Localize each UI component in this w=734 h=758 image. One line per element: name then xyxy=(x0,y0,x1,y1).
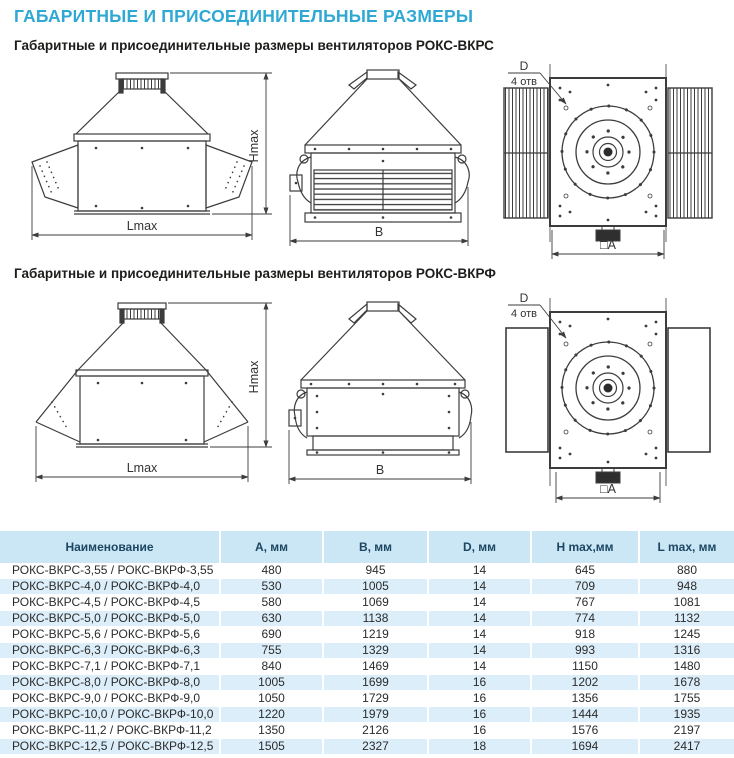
row-value-cell: 1329 xyxy=(323,643,428,659)
row-value-cell: 1350 xyxy=(220,723,323,739)
row-value-cell: 16 xyxy=(428,707,531,723)
fan-outline xyxy=(36,303,248,447)
row-value-cell: 1576 xyxy=(531,723,639,739)
row-name-cell: РОКС-ВКРС-4,0 / РОКС-ВКРФ-4,0 xyxy=(0,579,220,595)
table-row xyxy=(0,723,734,739)
holes-count-label: 4 отв xyxy=(511,308,537,320)
vkrf-side-view-drawing xyxy=(0,290,285,510)
dim-label-lmax: Lmax xyxy=(126,461,158,475)
row-name-cell: РОКС-ВКРС-4,5 / РОКС-ВКРФ-4,5 xyxy=(0,595,220,611)
row-name-cell: РОКС-ВКРС-6,3 / РОКС-ВКРФ-6,3 xyxy=(0,643,220,659)
row-value-cell: 14 xyxy=(428,563,531,579)
row-value-cell: 1245 xyxy=(639,627,734,643)
row-value-cell: 580 xyxy=(220,595,323,611)
page-title: ГАБАРИТНЫЕ И ПРИСОЕДИНИТЕЛЬНЫЕ РАЗМЕРЫ xyxy=(14,6,474,26)
row-value-cell: 1356 xyxy=(531,691,639,707)
row-value-cell: 14 xyxy=(428,643,531,659)
table-row xyxy=(0,579,734,595)
table-row xyxy=(0,691,734,707)
row-value-cell: 1081 xyxy=(639,595,734,611)
row-value-cell: 14 xyxy=(428,627,531,643)
table-row xyxy=(0,611,734,627)
row-value-cell: 767 xyxy=(531,595,639,611)
row-name-cell: РОКС-ВКРС-3,55 / РОКС-ВКРФ-3,55 xyxy=(0,563,220,579)
row-value-cell: 774 xyxy=(531,611,639,627)
dim-label-b: B xyxy=(374,225,384,239)
drawings-vkrs xyxy=(0,58,734,265)
flap-rivet-rows xyxy=(52,402,232,430)
row-value-cell: 1694 xyxy=(531,739,639,755)
col-header-b: В, мм xyxy=(323,531,428,563)
dimensions-table-body xyxy=(0,563,734,755)
row-value-cell: 1050 xyxy=(220,691,323,707)
row-value-cell: 993 xyxy=(531,643,639,659)
dim-label-b: B xyxy=(375,463,385,477)
row-value-cell: 645 xyxy=(531,563,639,579)
row-value-cell: 1729 xyxy=(323,691,428,707)
dimension-lines xyxy=(36,303,272,482)
row-value-cell: 14 xyxy=(428,611,531,627)
row-name-cell: РОКС-ВКРС-10,0 / РОКС-ВКРФ-10,0 xyxy=(0,707,220,723)
row-value-cell: 918 xyxy=(531,627,639,643)
fan-outline xyxy=(504,64,712,242)
vkrf-top-view-drawing xyxy=(480,290,734,510)
flap-rivet-rows xyxy=(40,162,244,194)
vkrs-front-view-drawing xyxy=(285,58,480,265)
table-row xyxy=(0,707,734,723)
row-value-cell: 1480 xyxy=(639,659,734,675)
row-value-cell: 630 xyxy=(220,611,323,627)
row-value-cell: 530 xyxy=(220,579,323,595)
row-value-cell: 16 xyxy=(428,675,531,691)
row-value-cell: 755 xyxy=(220,643,323,659)
dimensions-table xyxy=(0,531,734,755)
row-name-cell: РОКС-ВКРС-7,1 / РОКС-ВКРФ-7,1 xyxy=(0,659,220,675)
row-value-cell: 16 xyxy=(428,691,531,707)
fan-outline xyxy=(32,73,252,214)
row-value-cell: 480 xyxy=(220,563,323,579)
table-row xyxy=(0,627,734,643)
vkrf-front-view-drawing xyxy=(285,290,480,510)
fan-outline xyxy=(289,302,472,455)
dim-label-hmax: Hmax xyxy=(247,360,261,394)
row-name-cell: РОКС-ВКРС-11,2 / РОКС-ВКРФ-11,2 xyxy=(0,723,220,739)
col-header-hmax: Н max,мм xyxy=(531,531,639,563)
row-value-cell: 1202 xyxy=(531,675,639,691)
dim-label-a: □A xyxy=(600,238,616,252)
vkrs-side-view-drawing xyxy=(0,58,285,265)
section-subtitle-vkrs: Габаритные и присоединительные размеры вентиляторов РОКС-ВКРС xyxy=(14,38,494,53)
col-header-d: D, мм xyxy=(428,531,531,563)
row-name-cell: РОКС-ВКРС-5,0 / РОКС-ВКРФ-5,0 xyxy=(0,611,220,627)
row-value-cell: 1699 xyxy=(323,675,428,691)
row-value-cell: 1755 xyxy=(639,691,734,707)
dim-label-hmax: Hmax xyxy=(247,129,261,163)
row-value-cell: 14 xyxy=(428,579,531,595)
row-value-cell: 2327 xyxy=(323,739,428,755)
dimensions-table-header xyxy=(0,531,734,563)
row-value-cell: 2197 xyxy=(639,723,734,739)
row-value-cell: 945 xyxy=(323,563,428,579)
fan-outline xyxy=(290,70,469,222)
row-value-cell: 1132 xyxy=(639,611,734,627)
col-header-name: Наименование xyxy=(0,531,220,563)
dim-label-d: D xyxy=(519,59,529,73)
drawings-vkrf xyxy=(0,290,734,510)
row-value-cell: 948 xyxy=(639,579,734,595)
row-value-cell: 16 xyxy=(428,723,531,739)
row-name-cell: РОКС-ВКРС-12,5 / РОКС-ВКРФ-12,5 xyxy=(0,739,220,755)
row-name-cell: РОКС-ВКРС-8,0 / РОКС-ВКРФ-8,0 xyxy=(0,675,220,691)
row-value-cell: 690 xyxy=(220,627,323,643)
row-value-cell: 1678 xyxy=(639,675,734,691)
row-value-cell: 1005 xyxy=(323,579,428,595)
dim-label-d: D xyxy=(519,291,529,305)
col-header-a: А, мм xyxy=(220,531,323,563)
table-row xyxy=(0,659,734,675)
table-row xyxy=(0,739,734,755)
table-row xyxy=(0,595,734,611)
row-value-cell: 2417 xyxy=(639,739,734,755)
rivet-dots xyxy=(95,147,190,210)
row-value-cell: 18 xyxy=(428,739,531,755)
dim-label-lmax: Lmax xyxy=(126,219,158,233)
row-value-cell: 709 xyxy=(531,579,639,595)
table-row xyxy=(0,563,734,579)
row-value-cell: 14 xyxy=(428,595,531,611)
row-value-cell: 1469 xyxy=(323,659,428,675)
row-value-cell: 2126 xyxy=(323,723,428,739)
row-value-cell: 1505 xyxy=(220,739,323,755)
col-header-lmax: L max, мм xyxy=(639,531,734,563)
holes-count-label: 4 отв xyxy=(511,76,537,88)
table-row xyxy=(0,643,734,659)
row-value-cell: 1979 xyxy=(323,707,428,723)
row-value-cell: 840 xyxy=(220,659,323,675)
row-value-cell: 880 xyxy=(639,563,734,579)
table-row xyxy=(0,675,734,691)
row-value-cell: 1005 xyxy=(220,675,323,691)
row-value-cell: 1150 xyxy=(531,659,639,675)
row-value-cell: 14 xyxy=(428,659,531,675)
rivet-dots xyxy=(294,383,457,454)
row-value-cell: 1935 xyxy=(639,707,734,723)
row-value-cell: 1138 xyxy=(323,611,428,627)
vkrs-top-view-drawing xyxy=(480,58,734,265)
row-value-cell: 1444 xyxy=(531,707,639,723)
fan-outline xyxy=(506,298,710,486)
rivet-dots xyxy=(97,382,188,442)
row-value-cell: 1069 xyxy=(323,595,428,611)
section-subtitle-vkrf: Габаритные и присоединительные размеры вентиляторов РОКС-ВКРФ xyxy=(14,266,496,281)
row-name-cell: РОКС-ВКРС-5,6 / РОКС-ВКРФ-5,6 xyxy=(0,627,220,643)
dim-label-a: □A xyxy=(600,482,616,496)
row-value-cell: 1219 xyxy=(323,627,428,643)
row-value-cell: 1220 xyxy=(220,707,323,723)
row-name-cell: РОКС-ВКРС-9,0 / РОКС-ВКРФ-9,0 xyxy=(0,691,220,707)
row-value-cell: 1316 xyxy=(639,643,734,659)
